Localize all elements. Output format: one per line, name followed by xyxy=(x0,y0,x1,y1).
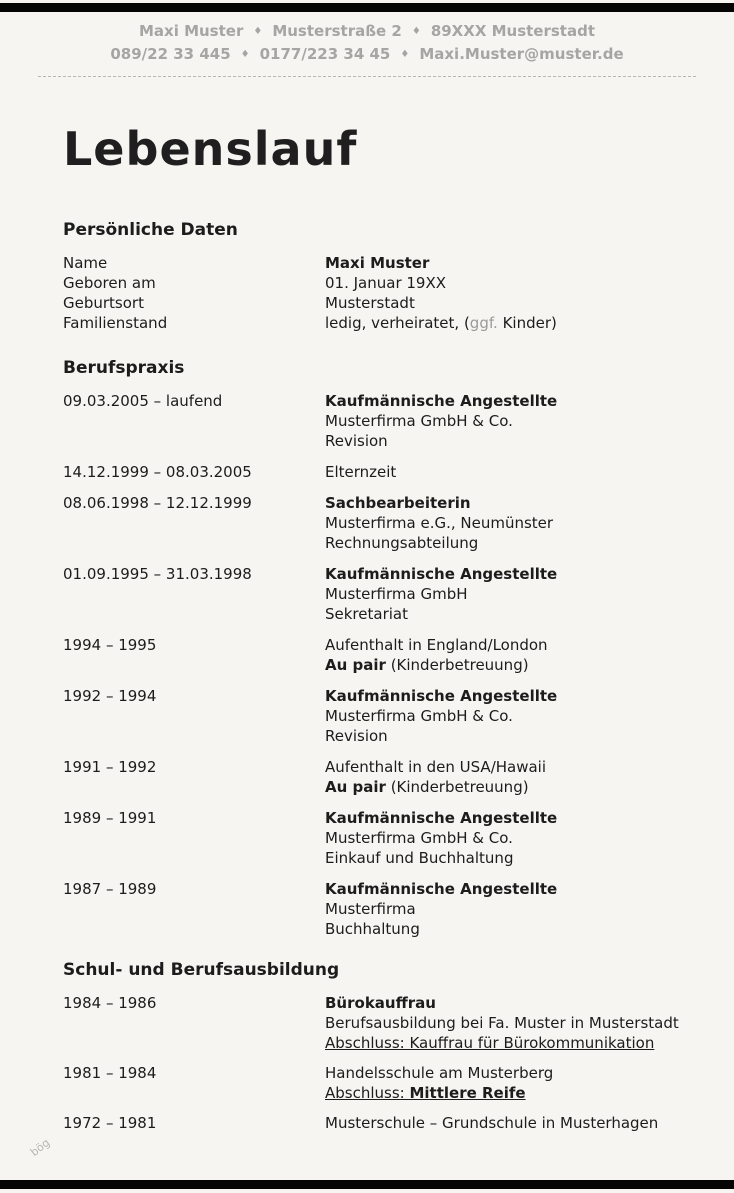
entry-line xyxy=(325,564,694,584)
entry-period: 1991 – 1992 xyxy=(63,758,157,776)
section-personal xyxy=(0,219,734,333)
entry-line xyxy=(325,513,694,533)
field-value xyxy=(325,273,694,293)
entry-line xyxy=(325,533,694,553)
career-entry xyxy=(0,462,734,482)
contact-text: 0177/223 34 45 xyxy=(259,45,391,63)
entry-period: 1994 – 1995 xyxy=(63,636,157,654)
text-fragment: Musterstadt xyxy=(325,294,415,312)
entry-details xyxy=(325,757,694,797)
field-label: Geboren am xyxy=(63,274,156,292)
diamond-separator-icon: ♦ xyxy=(240,49,250,60)
text-fragment: Sachbearbeiterin xyxy=(325,494,471,512)
education-entry xyxy=(0,1063,734,1103)
entry-line xyxy=(325,1033,694,1053)
entry-line xyxy=(325,655,694,675)
entry-line xyxy=(325,391,694,411)
entry-line xyxy=(325,808,694,828)
text-fragment: Berufsausbildung bei Fa. Muster in Musterstadt xyxy=(325,1014,679,1032)
text-fragment: ledig, verheiratet, ( xyxy=(325,314,470,332)
entry-period: 01.09.1995 – 31.03.1998 xyxy=(63,565,252,583)
text-fragment: Abschluss: Kauffrau für Bürokommunikation xyxy=(325,1034,655,1052)
field-label: Geburtsort xyxy=(63,294,144,312)
text-fragment: Elternzeit xyxy=(325,463,397,481)
text-fragment: Aufenthalt in England/London xyxy=(325,636,548,654)
personal-row xyxy=(0,313,734,333)
field-value xyxy=(325,313,694,333)
entry-period: 09.03.2005 – laufend xyxy=(63,392,223,410)
entry-line xyxy=(325,848,694,868)
entry-period: 1989 – 1991 xyxy=(63,809,157,827)
entry-period: 08.06.1998 – 12.12.1999 xyxy=(63,494,252,512)
field-label: Name xyxy=(63,254,108,272)
entry-line xyxy=(325,1083,694,1103)
text-fragment: Kaufmännische Angestellte xyxy=(325,809,558,827)
entry-details xyxy=(325,879,694,939)
entry-line xyxy=(325,919,694,939)
career-entry xyxy=(0,391,734,451)
contact-line-address xyxy=(0,21,734,44)
field-label: Familienstand xyxy=(63,314,168,332)
text-fragment: Rechnungsabteilung xyxy=(325,534,479,552)
text-fragment: Maxi Muster xyxy=(325,254,430,272)
education-entry xyxy=(0,1113,734,1133)
entry-details xyxy=(325,462,694,482)
text-fragment: Handelsschule am Musterberg xyxy=(325,1064,554,1082)
text-fragment: Musterfirma GmbH & Co. xyxy=(325,829,513,847)
career-entry xyxy=(0,879,734,939)
education-entry xyxy=(0,993,734,1053)
entry-details xyxy=(325,808,694,868)
text-fragment: Kaufmännische Angestellte xyxy=(325,565,558,583)
text-fragment: Musterfirma xyxy=(325,900,416,918)
text-fragment: Musterfirma e.G., Neumünster xyxy=(325,514,554,532)
entry-details xyxy=(325,993,694,1053)
text-fragment: 01. Januar 19XX xyxy=(325,274,447,292)
text-fragment: Mittlere Reife xyxy=(409,1084,526,1102)
contact-line-phone-email xyxy=(0,44,734,67)
entry-line xyxy=(325,757,694,777)
entry-period: 1972 – 1981 xyxy=(63,1114,157,1132)
entry-details xyxy=(325,391,694,451)
entry-line xyxy=(325,462,694,482)
entry-line xyxy=(325,777,694,797)
entry-details xyxy=(325,1063,694,1103)
section-heading-personal: Persönliche Daten xyxy=(63,220,238,240)
text-fragment: Musterschule – Grundschule in Musterhagen xyxy=(325,1114,659,1132)
contact-text: 089/22 33 445 xyxy=(110,45,231,63)
text-fragment: Buchhaltung xyxy=(325,920,420,938)
education-entries xyxy=(0,993,734,1133)
entry-line xyxy=(325,1113,694,1133)
text-fragment: Musterfirma GmbH xyxy=(325,585,468,603)
text-fragment: (Kinderbetreuung) xyxy=(385,656,529,674)
entry-line xyxy=(325,686,694,706)
text-fragment: Au pair xyxy=(325,778,386,796)
field-value xyxy=(325,253,694,273)
diamond-separator-icon: ♦ xyxy=(253,26,263,37)
text-fragment: Revision xyxy=(325,432,388,450)
entry-details xyxy=(325,686,694,746)
contact-text: Maxi Muster xyxy=(138,22,244,40)
text-fragment: Musterfirma GmbH & Co. xyxy=(325,707,513,725)
entry-line xyxy=(325,726,694,746)
entry-period: 1987 – 1989 xyxy=(63,880,157,898)
text-fragment: Kaufmännische Angestellte xyxy=(325,880,558,898)
text-fragment: Bürokauffrau xyxy=(325,994,436,1012)
entry-line xyxy=(325,899,694,919)
career-entries xyxy=(0,391,734,939)
entry-line xyxy=(325,493,694,513)
career-entry xyxy=(0,635,734,675)
career-entry xyxy=(0,808,734,868)
entry-line xyxy=(325,604,694,624)
entry-line xyxy=(325,584,694,604)
contact-text: 89XXX Musterstadt xyxy=(430,22,596,40)
career-entry xyxy=(0,686,734,746)
entry-period: 1992 – 1994 xyxy=(63,687,157,705)
field-value xyxy=(325,293,694,313)
contact-text: Musterstraße 2 xyxy=(272,22,402,40)
section-career xyxy=(0,357,734,939)
contact-text: Maxi.Muster@muster.de xyxy=(419,45,624,63)
text-fragment: ggf. xyxy=(469,314,498,332)
entry-line xyxy=(325,879,694,899)
watermark: bög xyxy=(27,1136,53,1159)
entry-line xyxy=(325,411,694,431)
entry-details xyxy=(325,635,694,675)
career-entry xyxy=(0,757,734,797)
entry-line xyxy=(325,635,694,655)
personal-row xyxy=(0,273,734,293)
entry-period: 1981 – 1984 xyxy=(63,1064,157,1082)
text-fragment: Musterfirma GmbH & Co. xyxy=(325,412,513,430)
entry-period: 1984 – 1986 xyxy=(63,994,157,1012)
entry-details xyxy=(325,1113,694,1133)
text-fragment: Revision xyxy=(325,727,388,745)
text-fragment: Kaufmännische Angestellte xyxy=(325,392,558,410)
entry-line xyxy=(325,828,694,848)
personal-row xyxy=(0,253,734,273)
section-heading-education: Schul- und Berufsausbildung xyxy=(63,960,340,980)
entry-line xyxy=(325,431,694,451)
text-fragment: Sekretariat xyxy=(325,605,408,623)
page-title: Lebenslauf xyxy=(63,122,358,176)
text-fragment: Au pair xyxy=(325,656,386,674)
career-entry xyxy=(0,564,734,624)
personal-rows xyxy=(0,253,734,333)
top-rule xyxy=(0,3,734,12)
personal-row xyxy=(0,293,734,313)
career-entry xyxy=(0,493,734,553)
text-fragment: Kinder) xyxy=(497,314,557,332)
entry-line xyxy=(325,706,694,726)
section-heading-career: Berufspraxis xyxy=(63,358,185,378)
entry-details xyxy=(325,564,694,624)
entry-line xyxy=(325,993,694,1013)
diamond-separator-icon: ♦ xyxy=(400,49,410,60)
entry-period: 14.12.1999 – 08.03.2005 xyxy=(63,463,252,481)
text-fragment: Abschluss: xyxy=(325,1084,410,1102)
header-divider xyxy=(38,76,696,77)
text-fragment: Aufenthalt in den USA/Hawaii xyxy=(325,758,547,776)
text-fragment: (Kinderbetreuung) xyxy=(385,778,529,796)
text-fragment: Einkauf und Buchhaltung xyxy=(325,849,514,867)
section-education xyxy=(0,959,734,1133)
entry-line xyxy=(325,1013,694,1033)
bottom-rule xyxy=(0,1180,734,1189)
text-fragment: Kaufmännische Angestellte xyxy=(325,687,558,705)
diamond-separator-icon: ♦ xyxy=(411,26,421,37)
entry-line xyxy=(325,1063,694,1083)
entry-details xyxy=(325,493,694,553)
